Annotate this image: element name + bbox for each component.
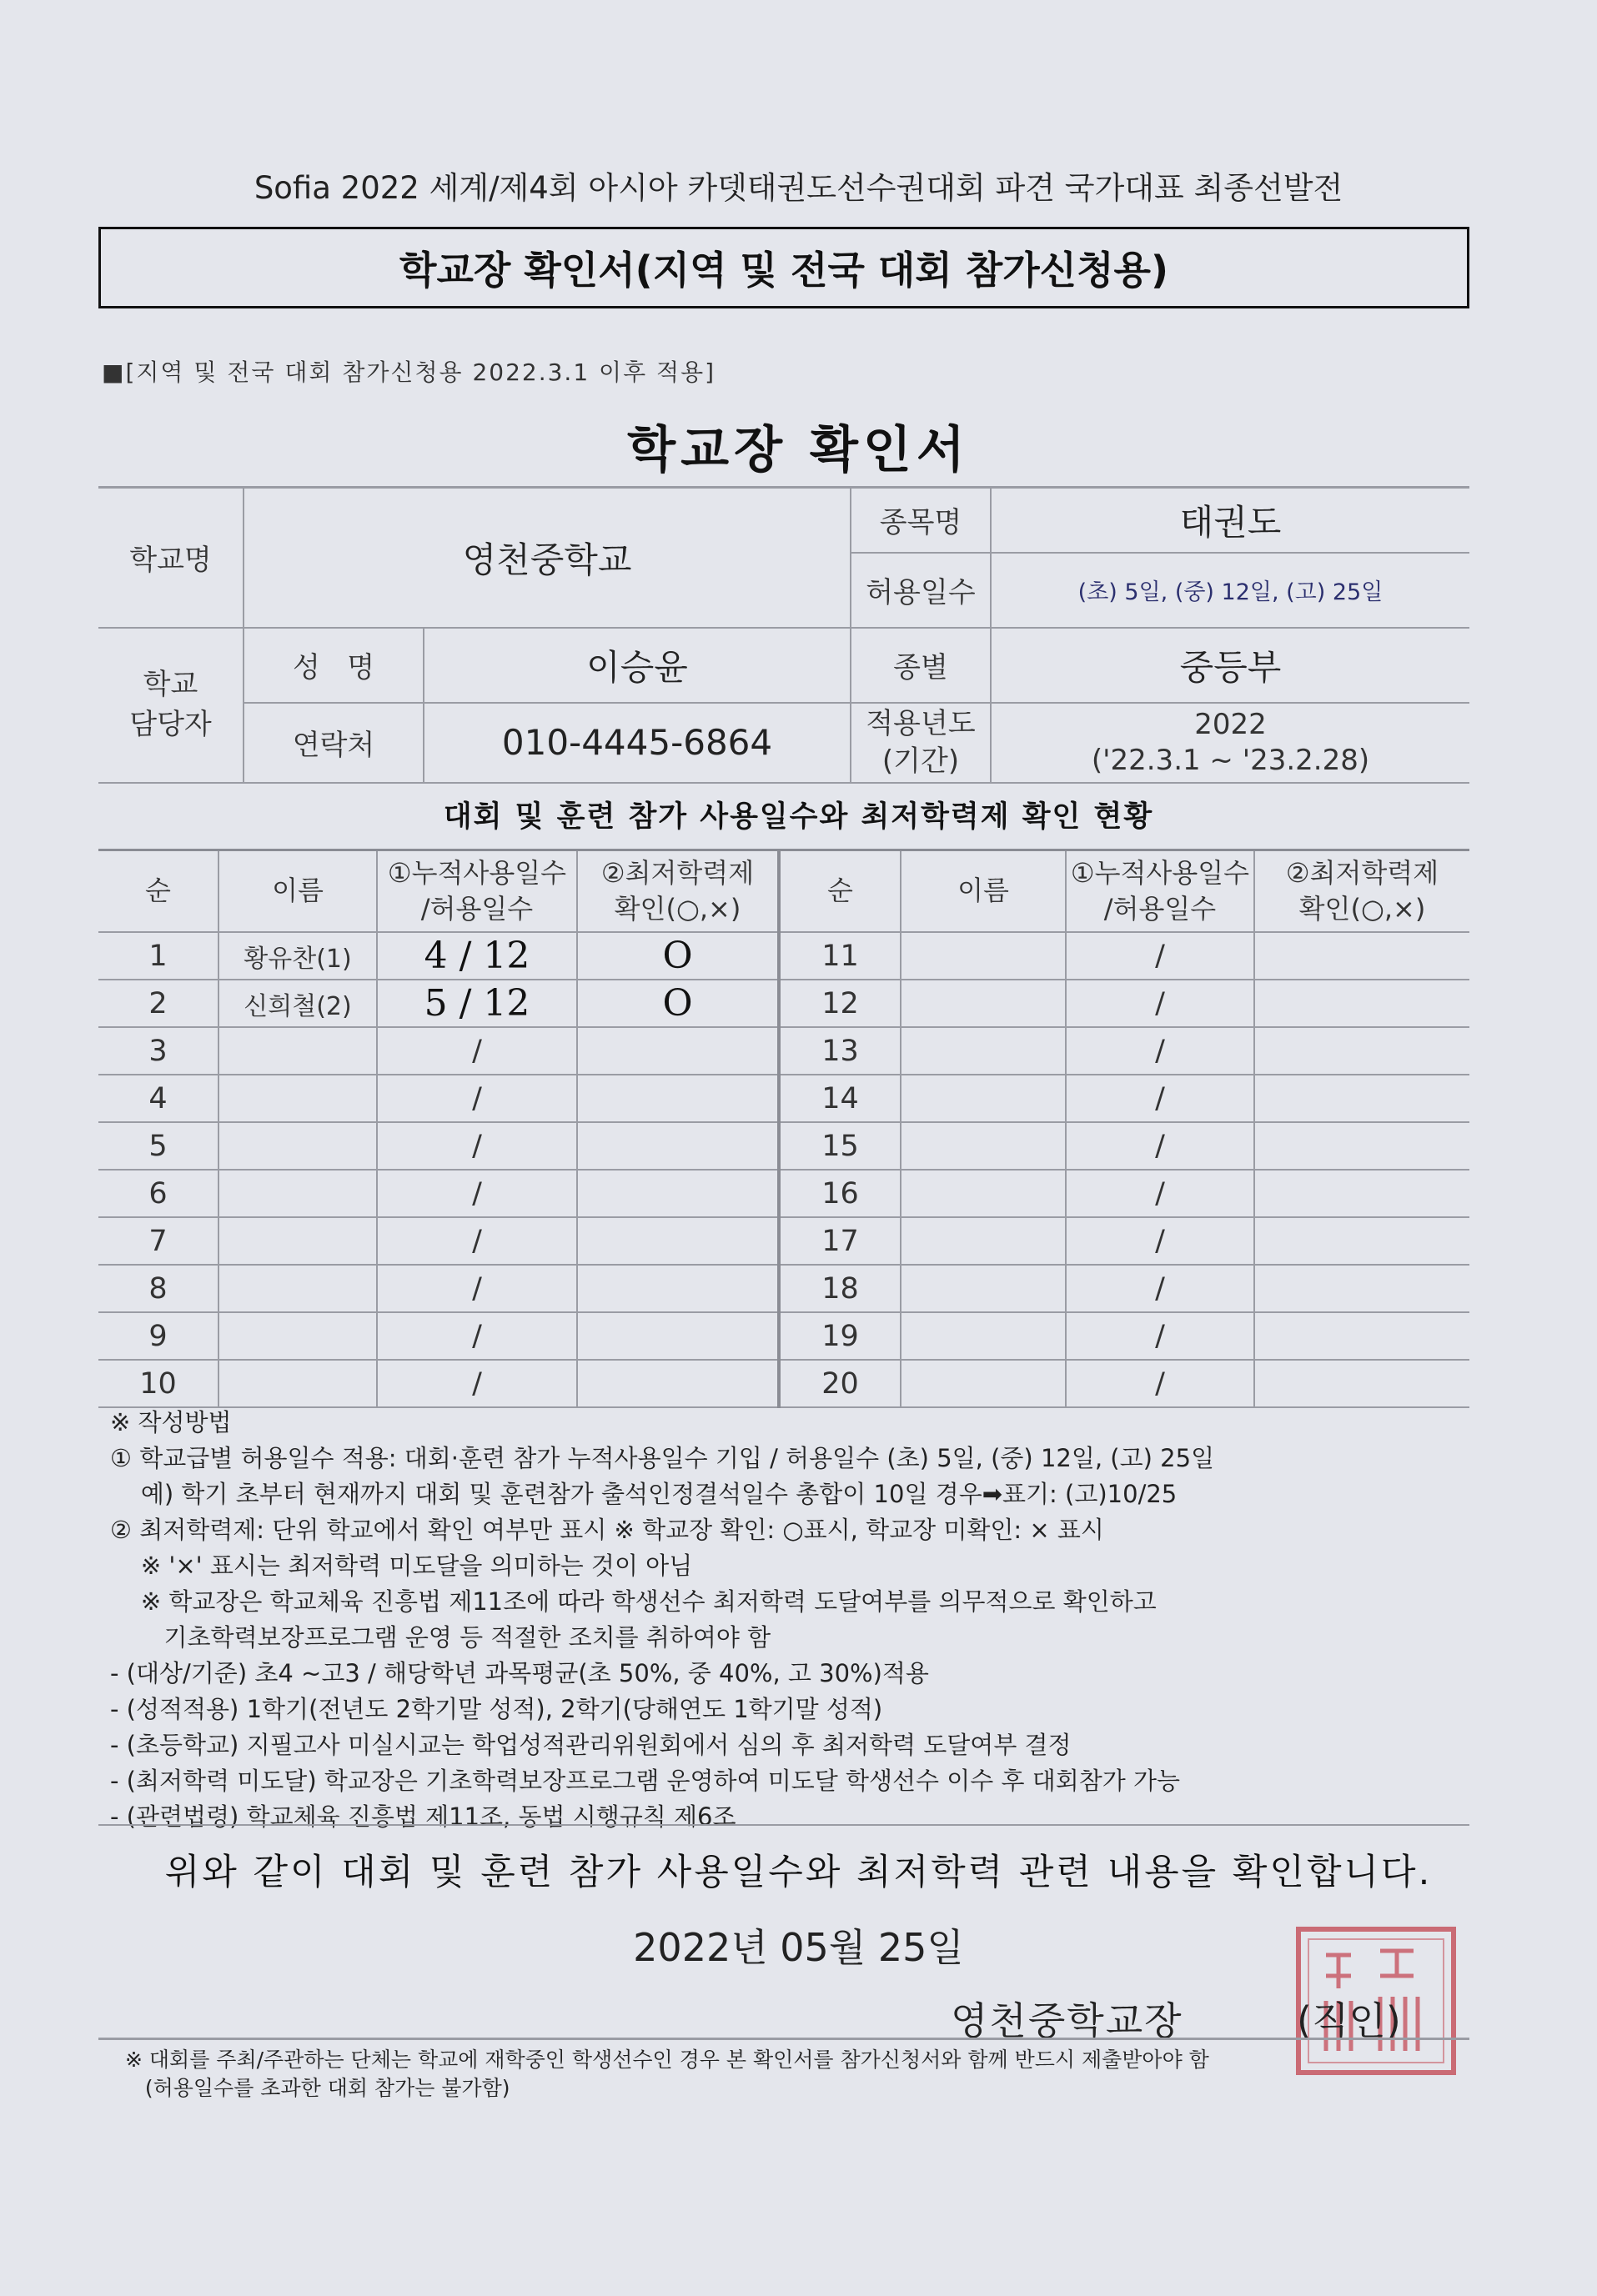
days-used: / [377,1170,577,1217]
academic-check: O [577,932,779,980]
writing-instructions [110,1405,1214,1835]
divider [98,1824,1469,1826]
row-number: 12 [779,980,901,1027]
row-number: 20 [779,1360,901,1407]
row-number: 18 [779,1265,901,1312]
row-number: 7 [98,1217,218,1265]
row-number: 4 [98,1075,218,1122]
footnote [125,2046,1209,2103]
contact-value: 010-4445-6864 [424,703,851,783]
academic-check [1254,1170,1469,1217]
instruction-line: - (관련법령) 학교체육 진흥법 제11조, 동법 시행규칙 제6조 [110,1802,736,1831]
allowed-days-value: (초) 5일, (중) 12일, (고) 25일 [991,553,1469,628]
allowed-days-label: 허용일수 [851,553,991,628]
row-number: 3 [98,1027,218,1075]
academic-check [577,1312,779,1360]
academic-check [577,1027,779,1075]
student-name [901,1170,1066,1217]
confirmation-statement: 위와 같이 대회 및 훈련 참가 사용일수와 최저학력 관련 내용을 확인합니다. [164,1852,1433,1893]
days-used: / [377,1027,577,1075]
row-number: 2 [98,980,218,1027]
days-used: / [1066,1075,1254,1122]
student-name [901,1265,1066,1312]
days-used: / [1066,1170,1254,1217]
days-used: / [377,1360,577,1407]
academic-check [577,1217,779,1265]
days-used: 4 / 12 [377,932,577,980]
academic-check [1254,932,1469,980]
days-used: 5 / 12 [377,980,577,1027]
academic-check [577,1170,779,1217]
row-number: 19 [779,1312,901,1360]
table-row [98,1027,1469,1075]
academic-check [1254,1122,1469,1170]
student-name [218,1217,377,1265]
student-name [218,1075,377,1122]
main-title: 학교장 확인서(지역 및 전국 대회 참가신청용) [98,227,1469,308]
footnote-line: ※ 대회를 주최/주관하는 단체는 학교에 재학중인 학생선수인 경우 본 확인서를 참가신청서와 함께 반드시 제출받아야 함 [125,2048,1209,2072]
academic-check [1254,1027,1469,1075]
student-name [901,1027,1066,1075]
seal-label: (직인) [1297,1998,1401,2043]
document-title: 학교장 확인서 [627,421,970,479]
divider [98,2038,1469,2040]
row-number: 16 [779,1170,901,1217]
row-number: 15 [779,1122,901,1170]
col-header-name: 이름 [901,850,1066,933]
student-name [901,932,1066,980]
principal-name: 영천중학교장 [951,1998,1183,2043]
participation-status-table [98,849,1469,1408]
days-used: / [1066,1027,1254,1075]
col-header-no: 순 [779,850,901,933]
academic-check [1254,1217,1469,1265]
category-value: 중등부 [991,628,1469,703]
student-name [218,1122,377,1170]
student-name [901,1360,1066,1407]
days-used: / [1066,1360,1254,1407]
instruction-line: ※ '×' 표시는 최저학력 미도달을 의미하는 것이 아님 [110,1552,693,1580]
academic-check [577,1265,779,1312]
instruction-line: ① 학교급별 허용일수 적용: 대회·훈련 참가 누적사용일수 기입 / 허용일수 (초) 5일, (중) 12일, (고) 25일 [110,1444,1215,1472]
student-name [901,980,1066,1027]
student-name [218,1312,377,1360]
issue-date: 2022년 05월 25일 [633,1925,964,1970]
instruction-line: 예) 학기 초부터 현재까지 대회 및 훈련참가 출석인정결석일수 총합이 10일 경우➡표기: (고)10/25 [110,1480,1178,1508]
table-row [98,1075,1469,1122]
year-label: 적용년도 (기간) [851,703,991,783]
table-row [98,932,1469,980]
col-header-days: ①누적사용일수 /허용일수 [1066,850,1254,933]
days-used: / [377,1217,577,1265]
student-name [218,1027,377,1075]
sport-label: 종목명 [851,488,991,553]
days-used: / [377,1122,577,1170]
days-used: / [1066,1217,1254,1265]
row-number: 10 [98,1360,218,1407]
sport-value: 태권도 [991,488,1469,553]
application-note: ■[지역 및 전국 대회 참가신청용 2022.3.1 이후 적용] [102,358,716,386]
days-used: / [1066,1312,1254,1360]
school-manager-label: 학교 담당자 [98,628,244,783]
days-used: / [1066,1265,1254,1312]
category-label: 종별 [851,628,991,703]
school-info-table [98,486,1469,784]
manager-name-value: 이승윤 [424,628,851,703]
days-used: / [1066,932,1254,980]
row-number: 5 [98,1122,218,1170]
col-header-no: 순 [98,850,218,933]
instruction-line: - (성적적용) 1학기(전년도 2학기말 성적), 2학기(당해연도 1학기말 성적) [110,1695,883,1723]
days-used: / [377,1075,577,1122]
instruction-line: ※ 작성방법 [110,1408,232,1436]
table-row [98,1265,1469,1312]
days-used: / [1066,1122,1254,1170]
academic-check [1254,980,1469,1027]
col-header-name: 이름 [218,850,377,933]
table-row [98,1217,1469,1265]
student-name [901,1075,1066,1122]
section-title: 대회 및 훈련 참가 사용일수와 최저학력제 확인 현황 [443,800,1154,834]
row-number: 17 [779,1217,901,1265]
student-name [218,1265,377,1312]
table-row [98,1122,1469,1170]
student-name: 황유찬(1) [218,932,377,980]
academic-check [577,1360,779,1407]
row-number: 14 [779,1075,901,1122]
event-title: Sofia 2022 세계/제4회 아시아 카뎃태권도선수권대회 파견 국가대표 최종선발전 [254,170,1343,206]
school-name-label: 학교명 [98,488,244,628]
row-number: 6 [98,1170,218,1217]
academic-check [1254,1312,1469,1360]
academic-check [577,1122,779,1170]
instruction-line: - (초등학교) 지필고사 미실시교는 학업성적관리위원회에서 심의 후 최저학력 도달여부 결정 [110,1731,1072,1759]
row-number: 1 [98,932,218,980]
student-name [901,1312,1066,1360]
days-used: / [1066,980,1254,1027]
table-row [98,1360,1469,1407]
instruction-line: 기초학력보장프로그램 운영 등 적절한 조치를 취하여야 함 [110,1623,771,1652]
instruction-line: - (대상/기준) 초4 ~고3 / 해당학년 과목평균(초 50%, 중 40%, 고 30%)적용 [110,1659,929,1687]
instruction-line: - (최저학력 미도달) 학교장은 기초학력보장프로그램 운영하여 미도달 학생선수 이수 후 대회참가 가능 [110,1767,1181,1795]
col-header-academic: ②최저학력제 확인(○,×) [577,850,779,933]
school-name-value: 영천중학교 [244,488,851,628]
year-value: 2022 ('22.3.1 ~ '23.2.28) [991,703,1469,783]
manager-name-label: 성 명 [244,628,424,703]
student-name [901,1217,1066,1265]
student-name: 신희철(2) [218,980,377,1027]
table-row [98,1312,1469,1360]
academic-check [1254,1360,1469,1407]
col-header-academic: ②최저학력제 확인(○,×) [1254,850,1469,933]
row-number: 13 [779,1027,901,1075]
row-number: 9 [98,1312,218,1360]
table-row [98,980,1469,1027]
days-used: / [377,1265,577,1312]
academic-check [577,1075,779,1122]
instruction-line: ※ 학교장은 학교체육 진흥법 제11조에 따라 학생선수 최저학력 도달여부를 의무적으로 확인하고 [110,1587,1157,1616]
row-number: 8 [98,1265,218,1312]
academic-check [1254,1075,1469,1122]
contact-label: 연락처 [244,703,424,783]
row-number: 11 [779,932,901,980]
days-used: / [377,1312,577,1360]
instruction-line: ② 최저학력제: 단위 학교에서 확인 여부만 표시 ※ 학교장 확인: ○표시, 학교장 미확인: × 표시 [110,1516,1104,1544]
academic-check: O [577,980,779,1027]
student-name [218,1360,377,1407]
table-row [98,1170,1469,1217]
student-name [218,1170,377,1217]
col-header-days: ①누적사용일수 /허용일수 [377,850,577,933]
student-name [901,1122,1066,1170]
footnote-line: (허용일수를 초과한 대회 참가는 불가함) [125,2076,510,2100]
academic-check [1254,1265,1469,1312]
